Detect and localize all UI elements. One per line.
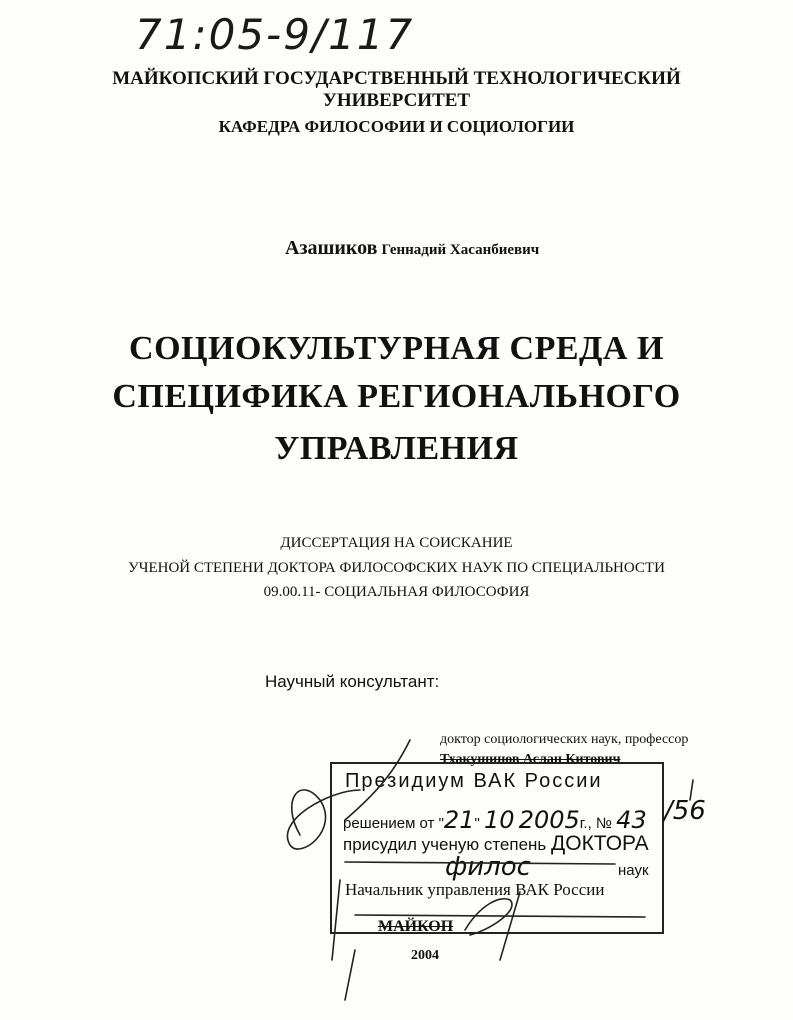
title-line1: СОЦИОКУЛЬТУРНАЯ СРЕДА И bbox=[129, 330, 664, 367]
stamp-sciences: наук bbox=[618, 862, 649, 879]
year: 2004 bbox=[411, 948, 439, 963]
signature-stroke bbox=[345, 740, 410, 820]
university-name-line2: УНИВЕРСИТЕТ bbox=[322, 90, 471, 111]
stamp-year-suffix: г., № bbox=[579, 815, 612, 832]
stamp-chief: Начальник управления ВАК России bbox=[345, 880, 605, 899]
stamp-number: 43 bbox=[616, 806, 647, 834]
author-first-names: Геннадий Хасанбиевич bbox=[381, 242, 540, 258]
page-mark bbox=[690, 780, 693, 800]
stamp-field-underline bbox=[345, 862, 615, 864]
stamp-header: Президиум ВАК России bbox=[345, 770, 603, 792]
stamp-field-handwritten: филос bbox=[445, 852, 531, 882]
stamp-day: 21 bbox=[443, 806, 475, 834]
signature-tail bbox=[500, 892, 520, 960]
stamp-month: 10 bbox=[483, 806, 515, 834]
consultant-label: Научный консультант: bbox=[265, 672, 440, 691]
stamp-year: 2005 bbox=[518, 806, 580, 834]
stamp-degree: ДОКТОРА bbox=[551, 832, 649, 855]
handwritten-margin-note: /56 bbox=[664, 796, 706, 826]
dissertation-line2: УЧЕНОЙ СТЕПЕНИ ДОКТОРА ФИЛОСОФСКИХ НАУК ПО СПЕЦИАЛЬНОСТИ bbox=[128, 560, 665, 576]
title-line2: СПЕЦИФИКА РЕГИОНАЛЬНОГО bbox=[112, 378, 681, 415]
department-name: КАФЕДРА ФИЛОСОФИИ И СОЦИОЛОГИИ bbox=[218, 117, 575, 136]
stamp-decision-prefix: решением от " bbox=[343, 815, 444, 832]
city: МАЙКОП bbox=[378, 918, 454, 935]
margin-stroke-lower bbox=[345, 950, 355, 1000]
dissertation-specialty: 09.00.11- СОЦИАЛЬНАЯ ФИЛОСОФИЯ bbox=[263, 584, 530, 600]
margin-stroke bbox=[332, 880, 340, 960]
consultant-degree: доктор социологических наук, профессор bbox=[440, 732, 689, 747]
university-name-line1: МАЙКОПСКИЙ ГОСУДАРСТВЕННЫЙ ТЕХНОЛОГИЧЕСКИЙ bbox=[112, 68, 681, 89]
signature-scribble bbox=[287, 790, 360, 849]
stamp-awarded: присудил ученую степень bbox=[343, 835, 547, 854]
handwritten-catalog-code: 71:05-9/117 bbox=[135, 10, 415, 59]
stamp-signature-line bbox=[355, 915, 645, 917]
stamp-date-sep: " bbox=[474, 815, 480, 832]
author-last-name: Азашиков bbox=[285, 237, 378, 259]
signature-loop bbox=[465, 899, 512, 935]
title-line3: УПРАВЛЕНИЯ bbox=[274, 430, 519, 467]
dissertation-line1: ДИССЕРТАЦИЯ НА СОИСКАНИЕ bbox=[280, 535, 513, 551]
consultant-name: Тхакушинов Аслан Китович bbox=[440, 752, 621, 767]
